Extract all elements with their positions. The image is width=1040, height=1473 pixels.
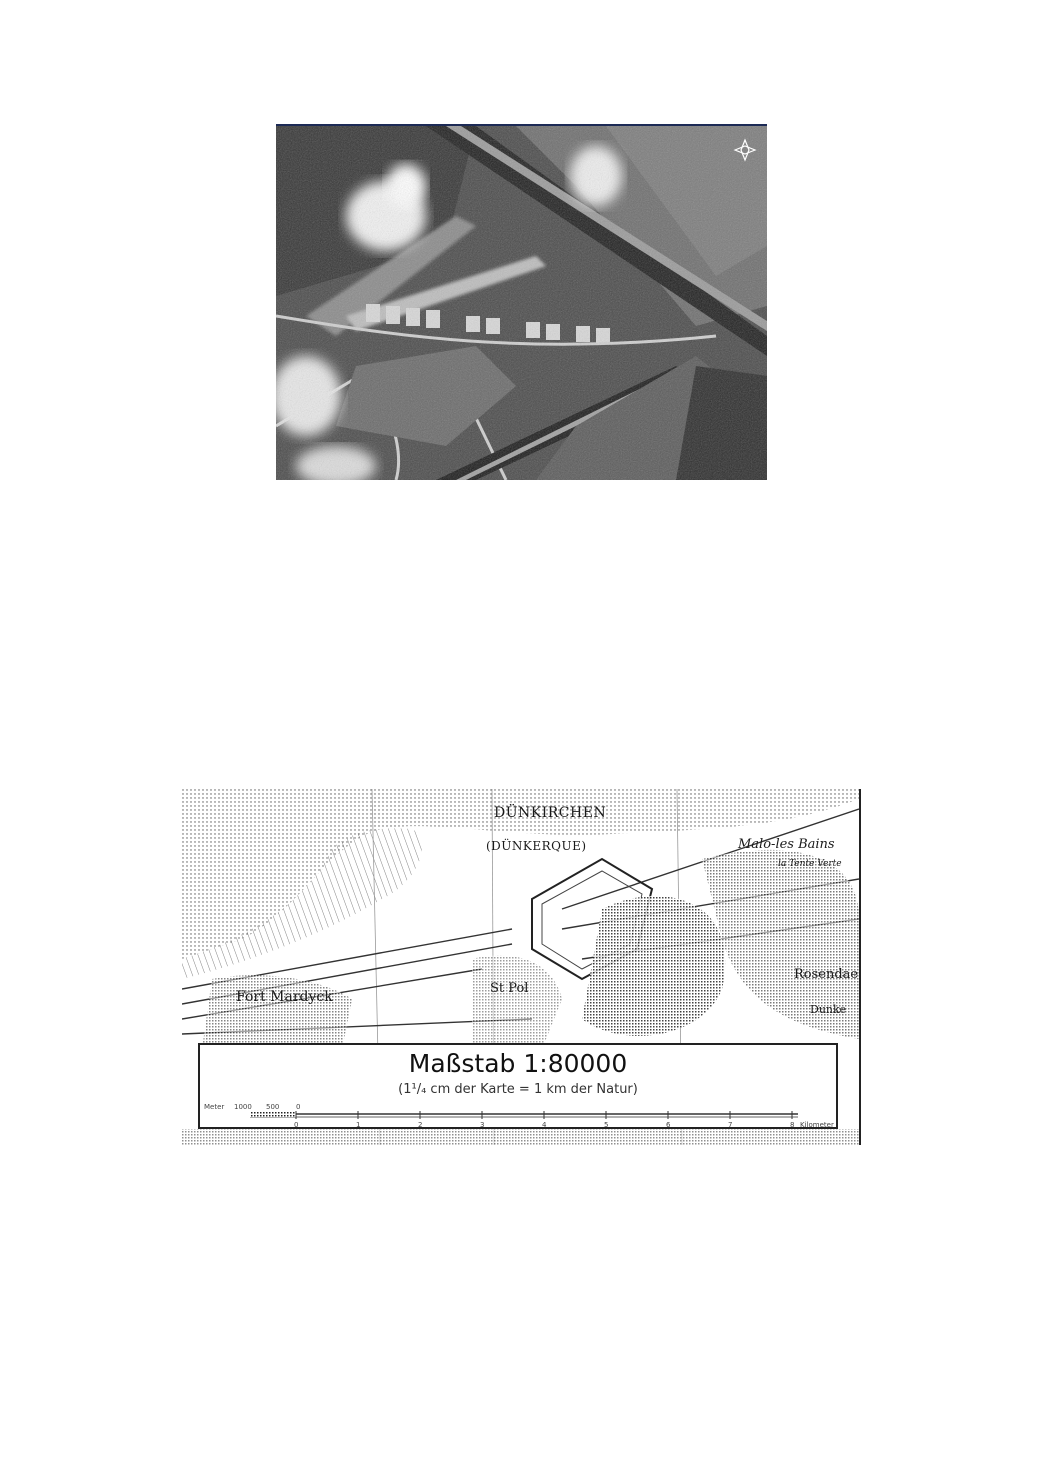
scale-meter-tick-label: 1000 bbox=[234, 1103, 252, 1111]
scale-km-tick-label: 7 bbox=[728, 1121, 733, 1129]
compass-rose-icon bbox=[731, 136, 759, 164]
scale-title: Maßstab 1:80000 bbox=[408, 1049, 628, 1078]
map-label-fort-mardyck: Fort Mardyck bbox=[236, 989, 333, 1005]
scale-km-unit: Kilometer bbox=[800, 1121, 834, 1129]
map-label-tente-verte: la Tente Verte bbox=[778, 859, 842, 869]
map-label-rosendael: Rosendae bbox=[794, 967, 859, 982]
scale-km-tick-label: 8 bbox=[790, 1121, 795, 1129]
map-label-dunkerque: (DÜNKERQUE) bbox=[486, 839, 587, 853]
scale-meter-label: Meter bbox=[204, 1103, 225, 1111]
map-label-malo: Malo-les Bains bbox=[738, 837, 835, 852]
scale-meter-tick-label: 500 bbox=[266, 1103, 280, 1111]
scale-meter-tick-label: 0 bbox=[296, 1103, 301, 1111]
scale-km-tick-label: 4 bbox=[542, 1121, 547, 1129]
scale-km-tick-label: 2 bbox=[418, 1121, 423, 1129]
scale-km-tick-label: 5 bbox=[604, 1121, 609, 1129]
map-label-dunke: Dunke bbox=[810, 1003, 847, 1016]
aerial-photo-image bbox=[276, 126, 767, 480]
scale-legend bbox=[198, 1043, 838, 1129]
map-label-st-pol: St Pol bbox=[490, 981, 529, 996]
scale-km-tick-label: 6 bbox=[666, 1121, 671, 1129]
scale-km-tick-label: 1 bbox=[356, 1121, 361, 1129]
scale-km-tick-label: 3 bbox=[480, 1121, 485, 1129]
map-label-dunkirchen: DÜNKIRCHEN bbox=[494, 805, 607, 821]
scale-subtitle: (1¹/₄ cm der Karte = 1 km der Natur) bbox=[398, 1082, 638, 1097]
scale-bar bbox=[200, 1097, 840, 1129]
aerial-photograph bbox=[276, 124, 767, 480]
topographic-map bbox=[182, 789, 861, 1145]
scale-km-tick-label: 0 bbox=[294, 1121, 299, 1129]
